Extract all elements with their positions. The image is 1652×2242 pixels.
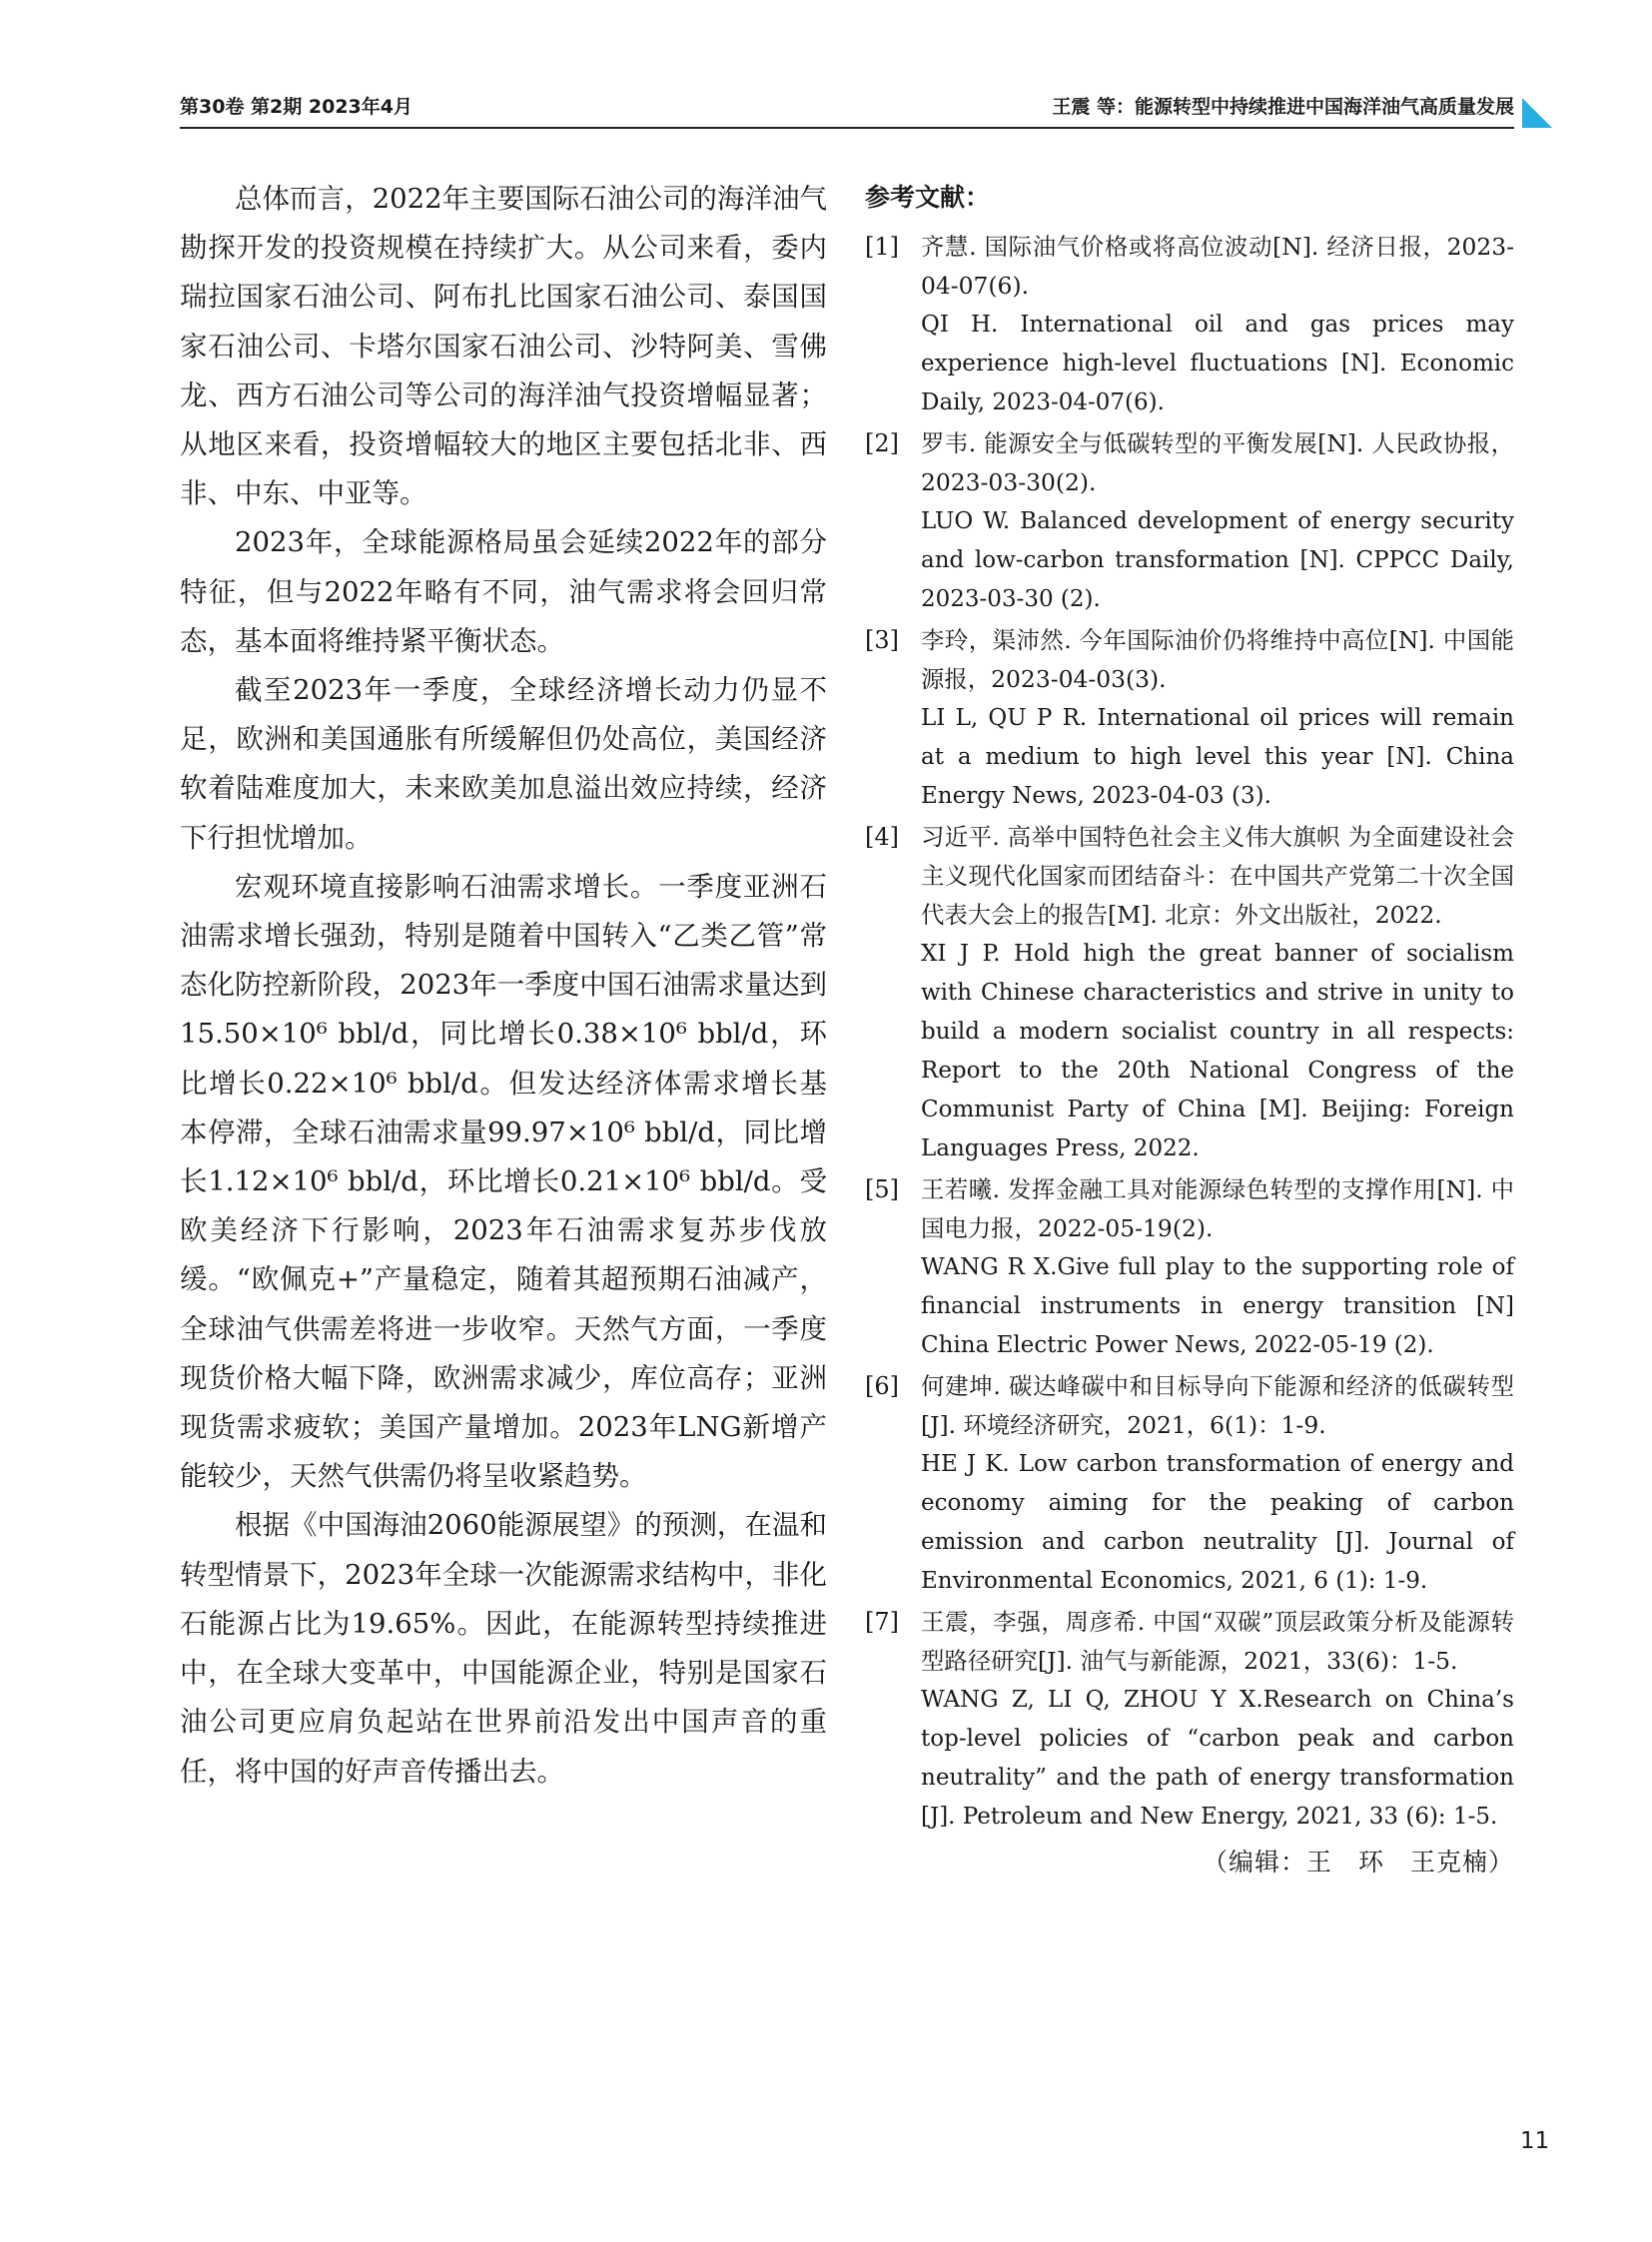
editor-credit: （编辑：王 环 王克楠） [1202, 1848, 1514, 1876]
reference-number: [4] [865, 823, 899, 851]
article-running-title: 王震 等：能源转型中持续推进中国海洋油气高质量发展 [1052, 96, 1514, 118]
reference-number: [2] [865, 429, 899, 457]
body-paragraph: 截至2023年一季度，全球经济增长动力仍显不足，欧洲和美国通胀有所缓解但仍处高位，美国经济软着陆难度加大，未来欧美加息溢出效应持续，经济下行担忧增加。 [180, 674, 827, 854]
reference-chinese: 何建坤. 碳达峰碳中和目标导向下能源和经济的低碳转型[J]. 环境经济研究，2021，6(1)：1-9. [921, 1372, 1514, 1439]
references-column [865, 178, 1514, 1882]
reference-english: WANG Z, LI Q, ZHOU Y X.Research on China’s top-level policies of “carbon peak and carbon neutrality” and the path of energy transformation [J]. Petroleum and New Energy, 2021, 33 (6): 1-5. [921, 1687, 1514, 1830]
reference-item [865, 228, 1514, 422]
reference-chinese: 王震，李强，周彦希. 中国“双碳”顶层政策分析及能源转型路径研究[J]. 油气与新能源，2021，33(6)：1-5. [921, 1608, 1514, 1675]
reference-number: [7] [865, 1608, 899, 1636]
journal-issue-info: 第30卷 第2期 2023年4月 [180, 96, 413, 118]
body-paragraph: 宏观环境直接影响石油需求增长。一季度亚洲石油需求增长强劲，特别是随着中国转入“乙类乙管”常态化防控新阶段，2023年一季度中国石油需求量达到15.50×10⁶ bbl/d，同比增长0.38×10⁶ bbl/d，环比增长0.22×10⁶ bbl/d。但发达经济体需求增长基本停滞，全球石油需求量99.97×10⁶ bbl/d，同比增长1.12×10⁶ bbl/d，环比增长0.21×10⁶ bbl/d。受欧美经济下行影响，2023年石油需求复苏步伐放缓。“欧佩克+”产量稳定，随着其超预期石油减产，全球油气供需差将进一步收窄。天然气方面，一季度现货价格大幅下降，欧洲需求减少，库位高存；亚洲现货需求疲软；美国产量增加。2023年LNG新增产能较少，天然气供需仍将呈收紧趋势。 [180, 870, 827, 1493]
reference-chinese: 王若曦. 发挥金融工具对能源绿色转型的支撑作用[N]. 中国电力报，2022-05-19(2). [921, 1175, 1514, 1242]
reference-item [865, 1170, 1514, 1365]
body-paragraph: 根据《中国海油2060能源展望》的预测，在温和转型情景下，2023年全球一次能源需求结构中，非化石能源占比为19.65%。因此，在能源转型持续推进中，在全球大变革中，中国能源企业，特别是国家石油公司更应肩负起站在世界前沿发出中国声音的重任，将中国的好声音传播出去。 [180, 1509, 827, 1788]
header-divider [180, 127, 1514, 129]
reference-item [865, 1603, 1514, 1837]
body-paragraph: 2023年，全球能源格局虽会延续2022年的部分特征，但与2022年略有不同，油气需求将会回归常态，基本面将维持紧平衡状态。 [180, 526, 827, 657]
body-text-column [180, 175, 827, 1797]
reference-english: WANG R X.Give full play to the supporting role of financial instruments in energy transition [N] China Electric Power News, 2022-05-19 (2). [921, 1254, 1514, 1358]
reference-chinese: 齐慧. 国际油气价格或将高位波动[N]. 经济日报，2023-04-07(6). [921, 233, 1514, 300]
reference-item [865, 424, 1514, 619]
reference-number: [6] [865, 1372, 899, 1400]
reference-english: HE J K. Low carbon transformation of energy and economy aiming for the peaking of carbon emission and carbon neutrality [J]. Journal of Environmental Economics, 2021, 6 (1): 1-9. [921, 1451, 1514, 1594]
reference-chinese: 习近平. 高举中国特色社会主义伟大旗帜 为全面建设社会主义现代化国家而团结奋斗：在中国共产党第二十次全国代表大会上的报告[M]. 北京：外文出版社，2022. [921, 823, 1514, 929]
running-header [180, 86, 1514, 126]
reference-english: LI L, QU P R. International oil prices will remain at a medium to high level this year [N]. China Energy News, 2023-04-03 (3). [921, 705, 1514, 809]
reference-item [865, 818, 1514, 1168]
reference-number: [5] [865, 1175, 899, 1203]
reference-number: [3] [865, 626, 899, 654]
body-paragraph: 总体而言，2022年主要国际石油公司的海洋油气勘探开发的投资规模在持续扩大。从公司来看，委内瑞拉国家石油公司、阿布扎比国家石油公司、泰国国家石油公司、卡塔尔国家石油公司、沙特阿美、雪佛龙、西方石油公司等公司的海洋油气投资增幅显著；从地区来看，投资增幅较大的地区主要包括北非、西非、中东、中亚等。 [180, 183, 827, 510]
reference-number: [1] [865, 233, 899, 261]
reference-chinese: 罗韦. 能源安全与低碳转型的平衡发展[N]. 人民政协报，2023-03-30(2). [921, 429, 1514, 496]
references-title: 参考文献： [865, 183, 991, 212]
reference-item [865, 1367, 1514, 1601]
reference-item [865, 621, 1514, 816]
reference-english: QI H. International oil and gas prices may experience high-level fluctuations [N]. Economic Daily, 2023-04-07(6). [921, 312, 1514, 415]
page-number: 11 [1520, 2128, 1550, 2154]
reference-english: LUO W. Balanced development of energy security and low-carbon transformation [N]. CPPCC Daily, 2023-03-30 (2). [921, 508, 1514, 612]
reference-english: XI J P. Hold high the great banner of socialism with Chinese characteristics and strive in unity to build a modern socialist country in all respects: Report to the 20th National Congress of the Communist Party of China [M]. Beijing: Foreign Languages Press, 2022. [921, 941, 1514, 1161]
reference-chinese: 李玲，渠沛然. 今年国际油价仍将维持中高位[N]. 中国能源报，2023-04-03(3). [921, 626, 1514, 693]
corner-triangle-icon [1522, 98, 1552, 128]
